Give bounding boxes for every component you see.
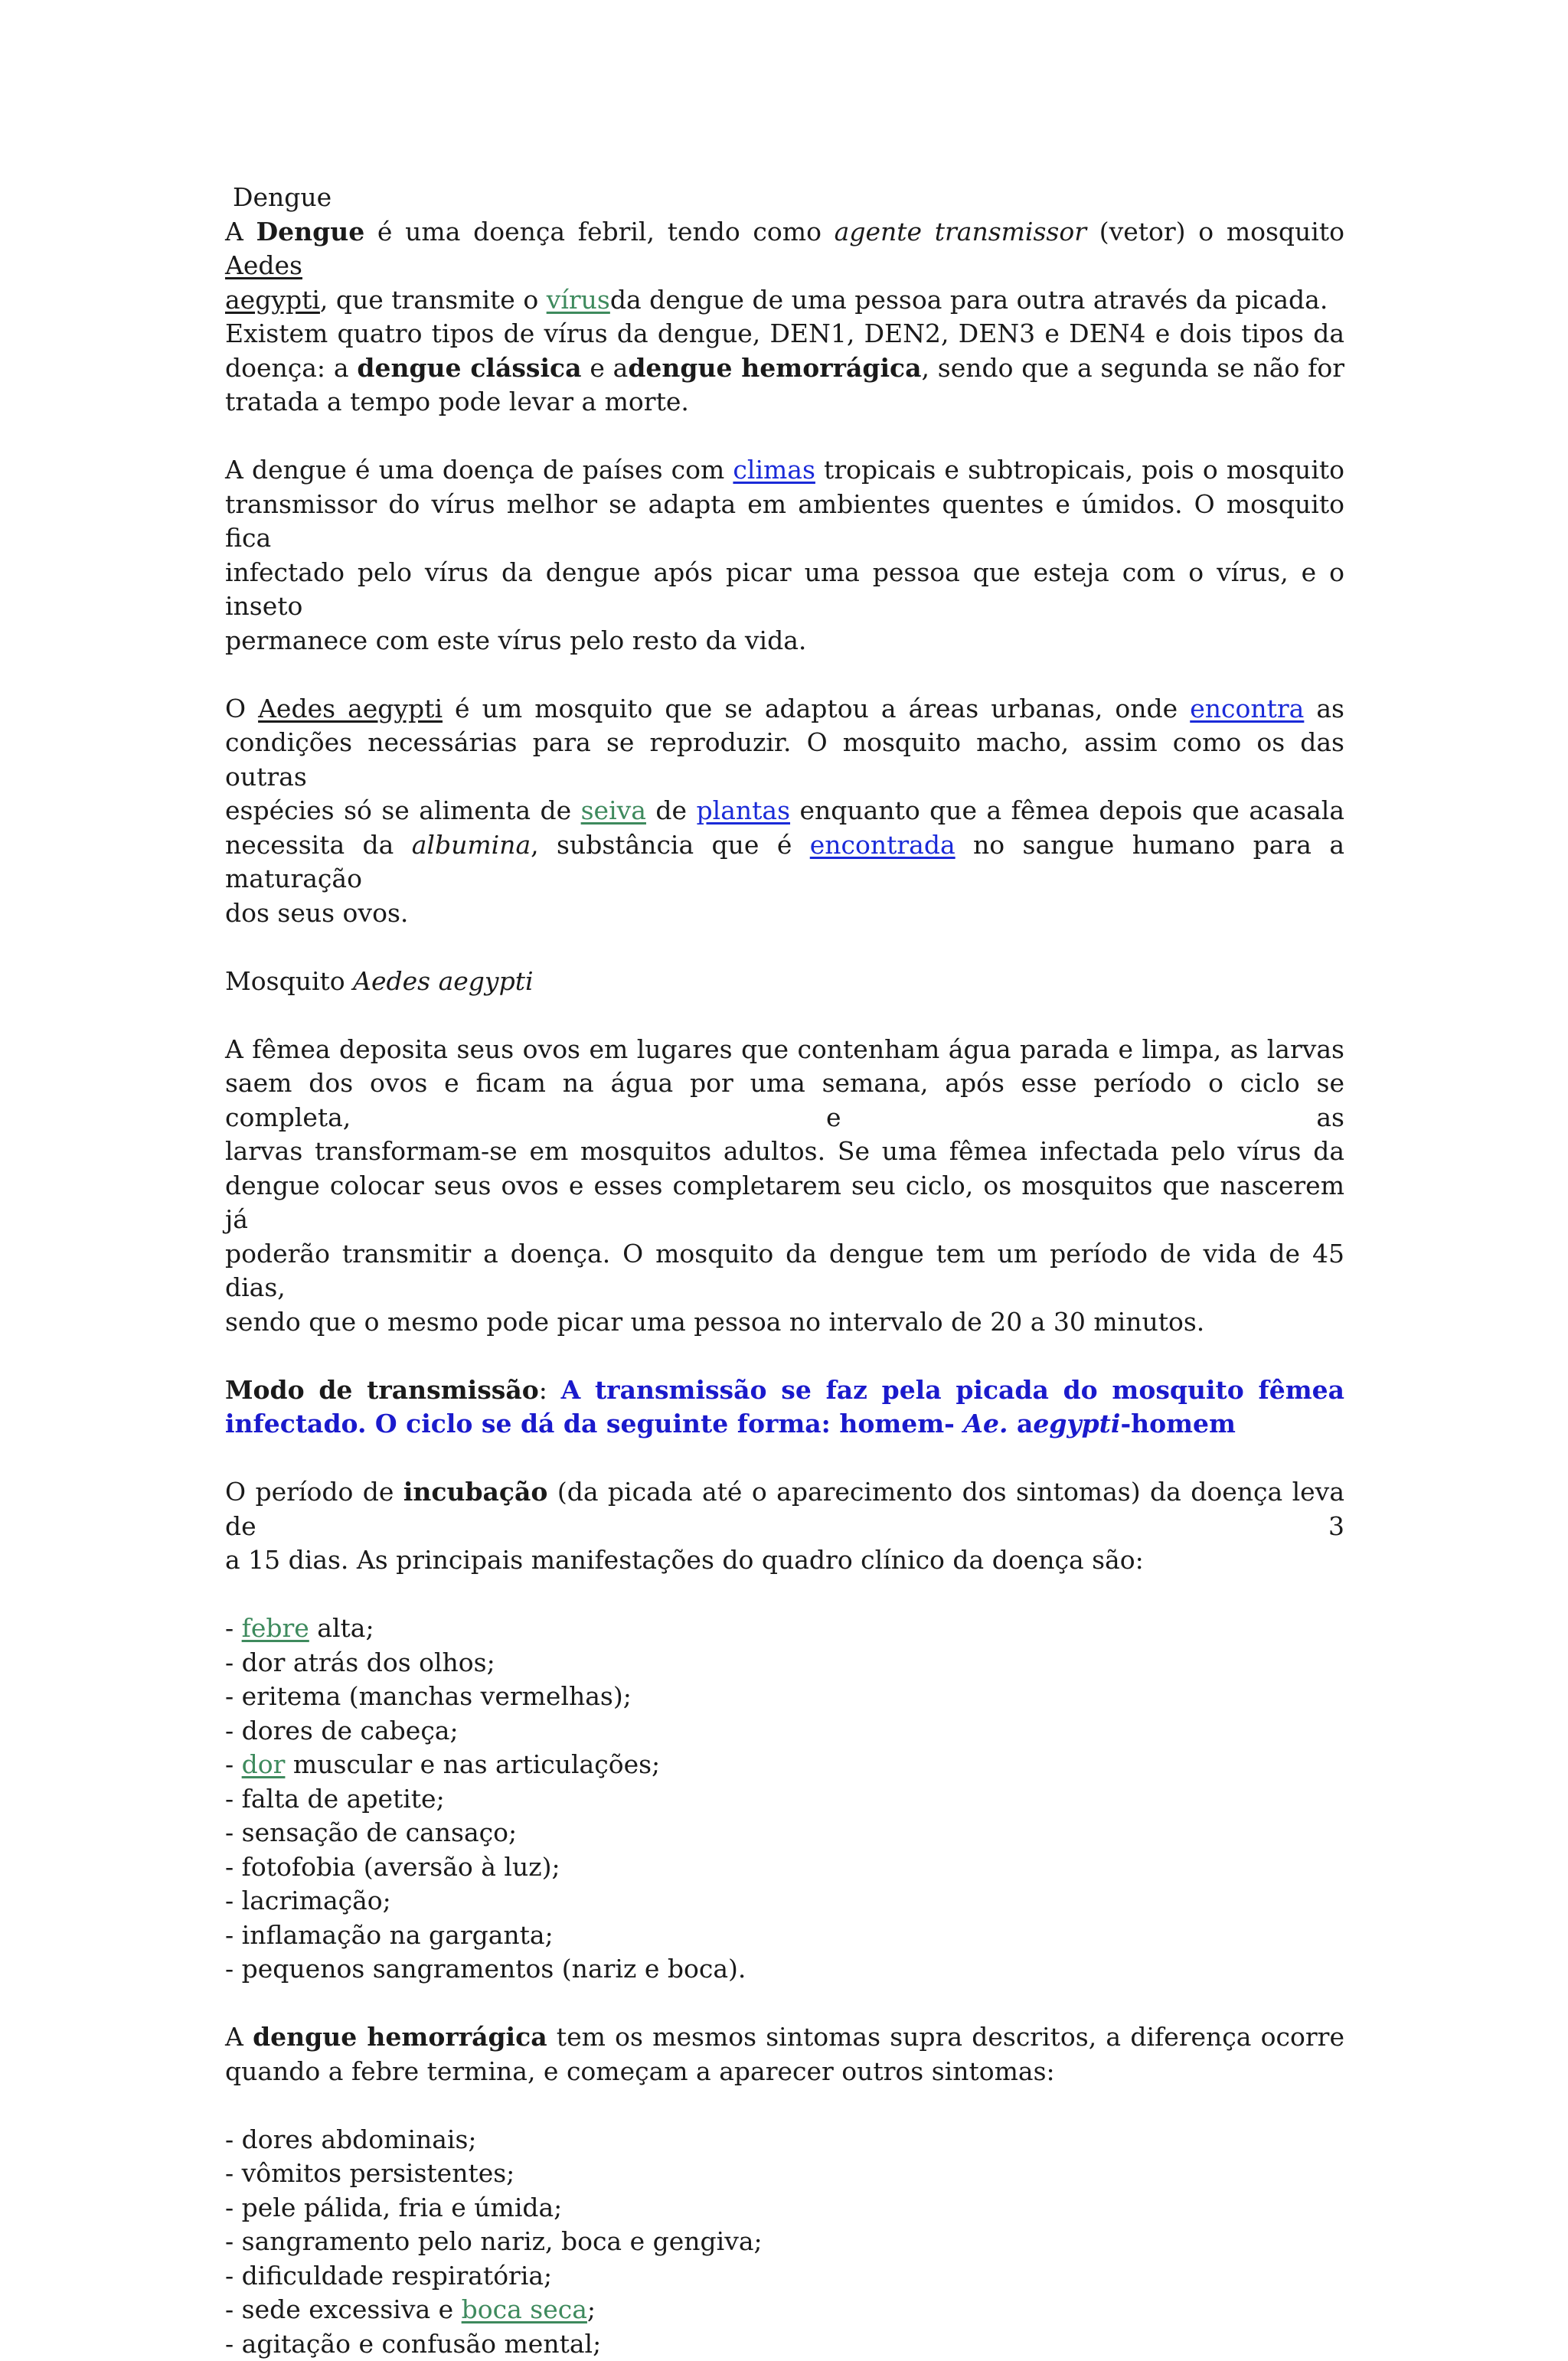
boca-seca-link[interactable]: boca seca xyxy=(462,2294,587,2324)
list-item: - dor muscular e nas articulações; xyxy=(225,1748,1344,1782)
list-item: - sangramento pelo nariz, boca e gengiva; xyxy=(225,2225,1344,2259)
text-line: quando a febre termina, e começam a aparecer outros sintomas: xyxy=(225,2055,1344,2089)
text-line: poderão transmitir a doença. O mosquito da dengue tem um período de vida de 45 dias, xyxy=(225,1237,1344,1305)
seiva-link[interactable]: seiva xyxy=(581,795,646,825)
list-item: - pele pálida, fria e úmida; xyxy=(225,2191,1344,2225)
aedes-paragraph xyxy=(225,692,1344,931)
intro-paragraph xyxy=(225,215,1344,420)
dor-link[interactable]: dor xyxy=(242,1749,286,1779)
text-line: permanece com este vírus pelo resto da vida. xyxy=(225,624,1344,658)
list-item: - dificuldade respiratória; xyxy=(225,2259,1344,2294)
text-line: O período de incubação (da picada até o aparecimento dos sintomas) da doença leva de 3 xyxy=(225,1475,1344,1543)
list-item: - sede excessiva e boca seca; xyxy=(225,2293,1344,2327)
aedes-aegypti-link[interactable]: Aedes aegypti xyxy=(258,694,443,723)
text-line: Modo de transmissão: A transmissão se faz pela picada do mosquito fêmea xyxy=(225,1373,1344,1408)
text-line: dengue colocar seus ovos e esses completarem seu ciclo, os mosquitos que nascerem já xyxy=(225,1169,1344,1237)
list-item: - dores de cabeça; xyxy=(225,1714,1344,1749)
text-line: condições necessárias para se reproduzir. O mosquito macho, assim como os das outras xyxy=(225,726,1344,794)
incubation-paragraph xyxy=(225,1475,1344,1578)
climate-paragraph xyxy=(225,453,1344,658)
text-line: A dengue hemorrágica tem os mesmos sintomas supra descritos, a diferença ocorre xyxy=(225,2020,1344,2055)
image-caption: Mosquito Aedes aegypti xyxy=(225,965,1344,999)
encontrada-link[interactable]: encontrada xyxy=(810,830,956,860)
text-line: A dengue é uma doença de países com climas tropicais e subtropicais, pois o mosquito xyxy=(225,453,1344,488)
text-line: dos seus ovos. xyxy=(225,896,1344,931)
list-item: - dor atrás dos olhos; xyxy=(225,1646,1344,1680)
text-line: A fêmea deposita seus ovos em lugares que contenham água parada e limpa, as larvas xyxy=(225,1033,1344,1067)
document-page xyxy=(225,181,1344,2361)
aedes-link[interactable]: Aedes xyxy=(225,250,302,280)
list-item: - lacrimação; xyxy=(225,1884,1344,1919)
text-line: larvas transformam-se em mosquitos adultos. Se uma fêmea infectada pelo vírus da xyxy=(225,1135,1344,1169)
text-line: aegypti, que transmite o vírusda dengue de uma pessoa para outra através da picada. xyxy=(225,283,1344,318)
febre-link[interactable]: febre xyxy=(242,1613,309,1643)
list-item: - falta de apetite; xyxy=(225,1782,1344,1817)
list-item: - pequenos sangramentos (nariz e boca). xyxy=(225,1952,1344,1987)
hemorrhagic-paragraph xyxy=(225,2020,1344,2088)
list-item: - fotofobia (aversão à luz); xyxy=(225,1850,1344,1885)
text-line: doença: a dengue clássica e adengue hemorrágica, sendo que a segunda se não for xyxy=(225,351,1344,386)
list-item: - febre alta; xyxy=(225,1612,1344,1646)
text-line: infectado. O ciclo se dá da seguinte forma: homem- Ae. aegypti-homem xyxy=(225,1407,1344,1442)
text-line: tratada a tempo pode levar a morte. xyxy=(225,385,1344,420)
list-item: - sensação de cansaço; xyxy=(225,1816,1344,1850)
list-item: - inflamação na garganta; xyxy=(225,1919,1344,1953)
encontra-link[interactable]: encontra xyxy=(1190,694,1304,723)
text-line: espécies só se alimenta de seiva de plantas enquanto que a fêmea depois que acasala xyxy=(225,794,1344,828)
text-line: A Dengue é uma doença febril, tendo como agente transmissor (vetor) o mosquito Aedes xyxy=(225,215,1344,283)
text-line: a 15 dias. As principais manifestações do quadro clínico da doença são: xyxy=(225,1543,1344,1578)
transmission-paragraph xyxy=(225,1373,1344,1442)
list-item: - eritema (manchas vermelhas); xyxy=(225,1680,1344,1714)
aegypti-link[interactable]: aegypti xyxy=(225,285,320,315)
symptoms-list xyxy=(225,1612,1344,1987)
document-title: Dengue xyxy=(225,181,1344,215)
text-line: infectado pelo vírus da dengue após picar uma pessoa que esteja com o vírus, e o inseto xyxy=(225,556,1344,624)
lifecycle-paragraph xyxy=(225,1033,1344,1340)
text-line: sendo que o mesmo pode picar uma pessoa no intervalo de 20 a 30 minutos. xyxy=(225,1305,1344,1340)
text-line: saem dos ovos e ficam na água por uma semana, após esse período o ciclo se completa, e as xyxy=(225,1066,1344,1135)
list-item: - agitação e confusão mental; xyxy=(225,2327,1344,2361)
virus-link[interactable]: vírus xyxy=(547,285,610,315)
climas-link[interactable]: climas xyxy=(733,455,815,485)
text-line: Existem quatro tipos de vírus da dengue, DEN1, DEN2, DEN3 e DEN4 e dois tipos da xyxy=(225,317,1344,351)
text-line: transmissor do vírus melhor se adapta em ambientes quentes e úmidos. O mosquito fica xyxy=(225,488,1344,556)
list-item: - dores abdominais; xyxy=(225,2123,1344,2157)
plantas-link[interactable]: plantas xyxy=(697,795,790,825)
list-item: - vômitos persistentes; xyxy=(225,2157,1344,2191)
text-line: necessita da albumina, substância que é encontrada no sangue humano para a maturação xyxy=(225,828,1344,896)
hemorrhagic-symptoms-list xyxy=(225,2123,1344,2361)
text-line: O Aedes aegypti é um mosquito que se adaptou a áreas urbanas, onde encontra as xyxy=(225,692,1344,727)
